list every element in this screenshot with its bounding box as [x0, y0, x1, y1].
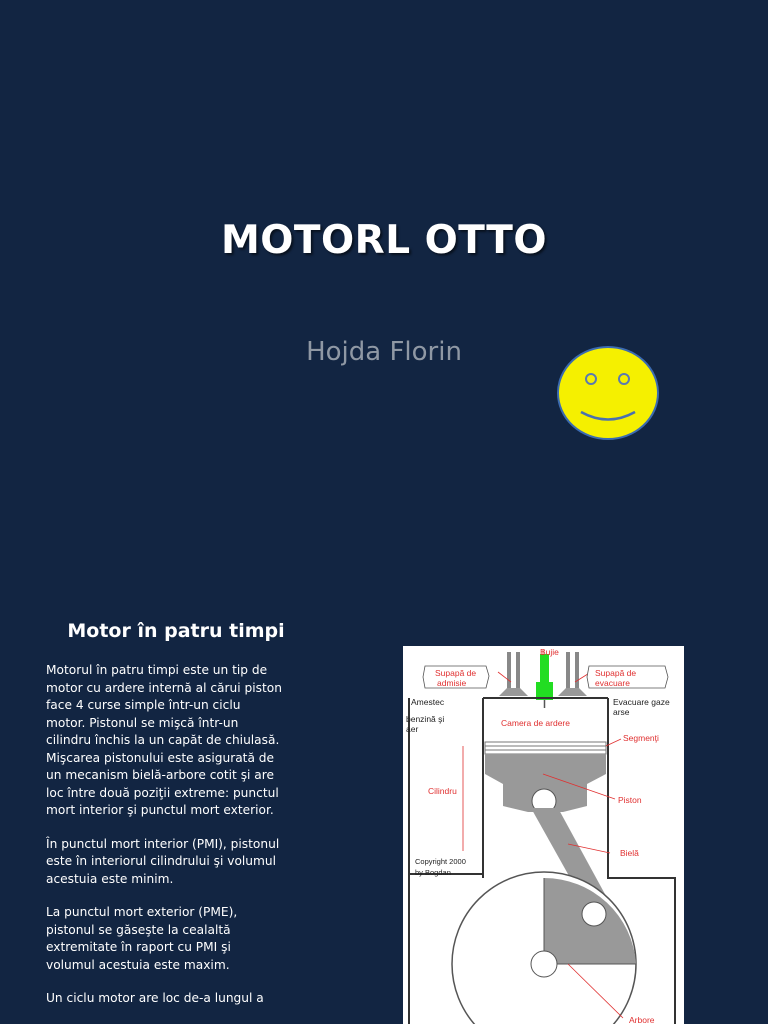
- engine-diagram: [403, 646, 684, 1024]
- smiley-face-icon: [555, 344, 661, 442]
- paragraph: Motorul în patru timpi este un tip de motor cu ardere internă al cărui piston face 4 curse simple într-un ciclu motor. Pistonul se mişcă într-un cilindru închis la un capăt de chiulasă. Mişcarea pistonului este asigurată de un mecanism bielă-arbore cotit şi are loc între două poziţii extreme: punctul mort interior şi punctul mort exterior.: [46, 663, 282, 817]
- body-text: [46, 662, 282, 1024]
- section-heading: Motor în patru timpi: [67, 620, 285, 642]
- label-amestec: aer: [406, 724, 419, 734]
- paragraph: La punctul mort exterior (PME), pistonul se găseşte la cealaltă extremitate în raport cu PMI şi volumul acestuia este maxim.: [46, 905, 238, 972]
- label-supapa-evacuare: evacuare: [595, 678, 630, 688]
- label-segmenti: Segmenţi: [623, 733, 659, 743]
- label-supapa-admisie: admisie: [437, 678, 467, 688]
- paragraph: Un ciclu motor are loc de-a lungul a: [46, 991, 264, 1005]
- label-supapa-admisie: Supapă de: [435, 668, 477, 678]
- copyright-label: Copyright 2000: [415, 857, 466, 866]
- label-biela: Bielă: [620, 848, 639, 858]
- label-amestec: Amestec: [411, 697, 445, 707]
- label-evacuare-gaze: arse: [613, 707, 630, 717]
- slide-title: MOTORL OTTO: [220, 218, 548, 263]
- label-evacuare-gaze: Evacuare gaze: [613, 697, 670, 707]
- label-piston: Piston: [618, 795, 642, 805]
- label-bujie: Bujie: [540, 647, 559, 657]
- label-supapa-evacuare: Supapă de: [595, 668, 637, 678]
- label-camera-ardere: Camera de ardere: [501, 718, 570, 728]
- label-amestec: benzină şi: [406, 714, 445, 724]
- paragraph: În punctul mort interior (PMI), pistonul este în interiorul cilindrului şi volumul acestuia este minim.: [46, 836, 280, 886]
- copyright-label: by Bogdan: [415, 868, 451, 877]
- slide-subtitle: Hojda Florin: [306, 337, 462, 367]
- label-arbore: Arbore: [629, 1015, 655, 1024]
- label-cilindru: Cilindru: [428, 786, 457, 796]
